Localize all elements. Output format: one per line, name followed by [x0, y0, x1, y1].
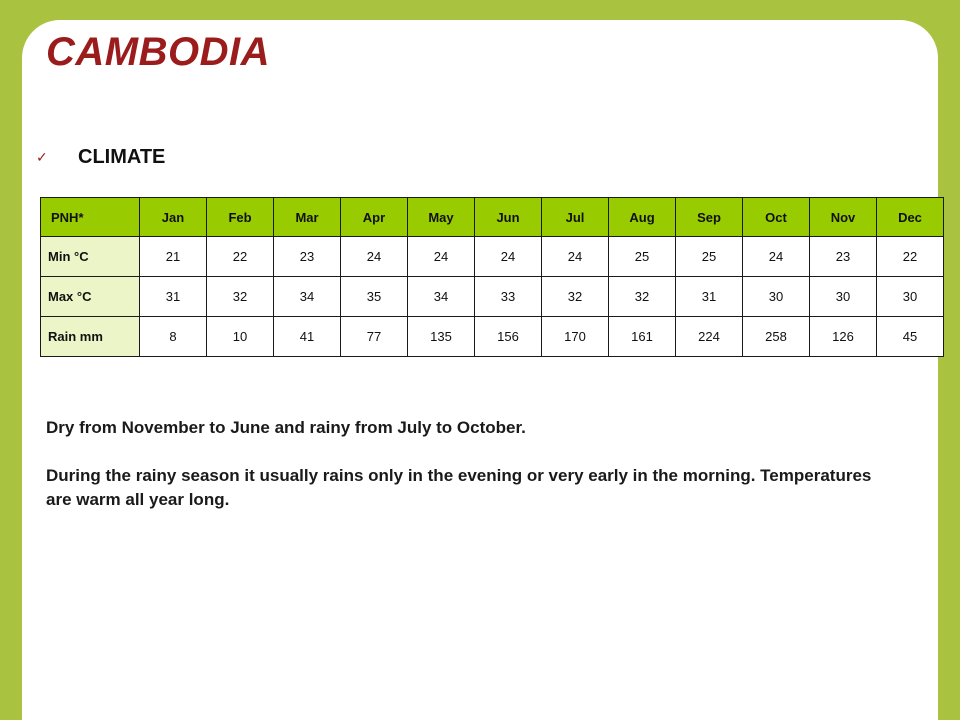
table-cell: 23	[810, 237, 877, 277]
table-cell: 258	[743, 317, 810, 357]
table-cell: 24	[341, 237, 408, 277]
checkmark-icon: ✓	[36, 149, 48, 166]
table-row	[41, 277, 944, 317]
row-label: Rain mm	[41, 317, 140, 357]
climate-table	[40, 197, 944, 357]
paragraph: Dry from November to June and rainy from July to October.	[46, 418, 526, 437]
climate-description	[46, 416, 896, 536]
table-cell: 135	[408, 317, 475, 357]
table-cell: 32	[542, 277, 609, 317]
table-cell: 170	[542, 317, 609, 357]
table-cell: 77	[341, 317, 408, 357]
table-cell: 32	[609, 277, 676, 317]
table-cell: 22	[877, 237, 944, 277]
table-cell: 31	[676, 277, 743, 317]
paragraph: During the rainy season it usually rains only in the evening or very early in the morning. Temperatures are warm all year long.	[46, 466, 872, 509]
row-label: Min °C	[41, 237, 140, 277]
table-cell: 24	[743, 237, 810, 277]
table-cell: 30	[743, 277, 810, 317]
table-header-row	[41, 198, 944, 237]
section-heading: CLIMATE	[78, 146, 166, 168]
table-cell: 25	[609, 237, 676, 277]
table-cell: 24	[542, 237, 609, 277]
table-cell: 30	[877, 277, 944, 317]
table-header-cell: Oct	[743, 198, 810, 237]
table-cell: 35	[341, 277, 408, 317]
table-header-cell: Jun	[475, 198, 542, 237]
table-cell: 31	[140, 277, 207, 317]
table-cell: 161	[609, 317, 676, 357]
table-cell: 22	[207, 237, 274, 277]
table-header-cell: Dec	[877, 198, 944, 237]
table-cell: 30	[810, 277, 877, 317]
table-cell: 10	[207, 317, 274, 357]
table-header-cell: May	[408, 198, 475, 237]
table-cell: 21	[140, 237, 207, 277]
table-header-cell: PNH*	[41, 198, 140, 237]
table-cell: 33	[475, 277, 542, 317]
table-header-cell: Mar	[274, 198, 341, 237]
table-cell: 24	[475, 237, 542, 277]
table-header-cell: Apr	[341, 198, 408, 237]
table-cell: 45	[877, 317, 944, 357]
table-header-cell: Aug	[609, 198, 676, 237]
table-cell: 24	[408, 237, 475, 277]
table-row	[41, 237, 944, 277]
table-cell: 156	[475, 317, 542, 357]
section-bullet	[36, 146, 165, 169]
table-cell: 32	[207, 277, 274, 317]
table-cell: 34	[274, 277, 341, 317]
slide-panel	[22, 20, 938, 720]
table-cell: 25	[676, 237, 743, 277]
table-cell: 126	[810, 317, 877, 357]
table-cell: 224	[676, 317, 743, 357]
table-cell: 8	[140, 317, 207, 357]
table-header-cell: Sep	[676, 198, 743, 237]
row-label: Max °C	[41, 277, 140, 317]
table-row	[41, 317, 944, 357]
table-header-cell: Feb	[207, 198, 274, 237]
table-cell: 34	[408, 277, 475, 317]
table-header-cell: Jul	[542, 198, 609, 237]
page-title: CAMBODIA	[46, 30, 270, 74]
table-cell: 23	[274, 237, 341, 277]
table-header-cell: Nov	[810, 198, 877, 237]
table-cell: 41	[274, 317, 341, 357]
table-header-cell: Jan	[140, 198, 207, 237]
